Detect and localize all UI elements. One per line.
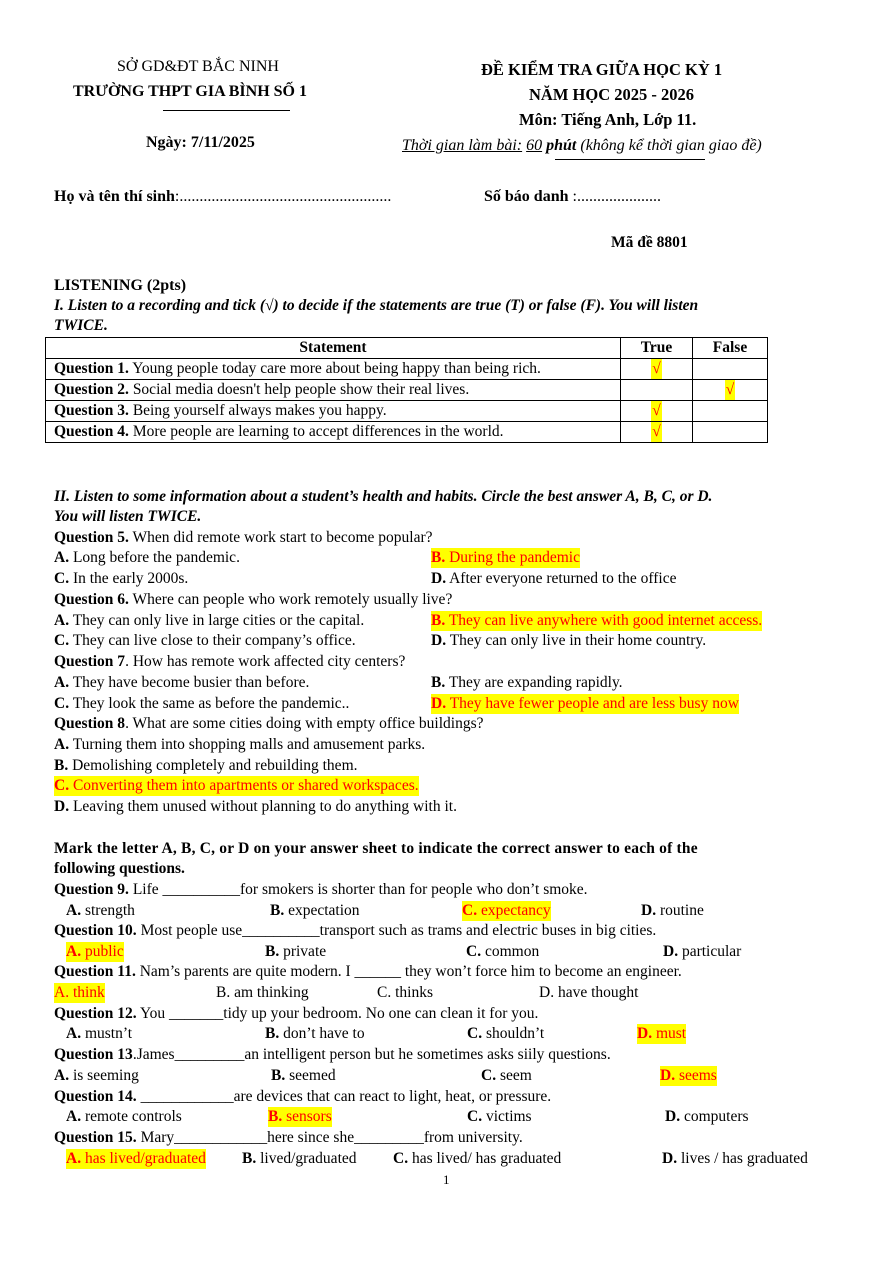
q6-option-d[interactable]: D. They can only live in their home country.	[431, 632, 707, 649]
candidate-id-label: Số báo danh	[484, 188, 569, 205]
statement-cell: Question 2. Social media doesn't help people show their real lives.	[46, 380, 621, 401]
false-cell[interactable]	[693, 422, 768, 443]
col-true: True	[621, 338, 693, 359]
q14-option-b[interactable]: B. sensors	[268, 1108, 332, 1125]
part2-instruction: II. Listen to some information about a student’s health and habits. Circle the best answer A, B, C, or D.	[54, 488, 713, 505]
school-name: TRƯỜNG THPT GIA BÌNH SỐ 1	[73, 83, 307, 100]
question-7: Question 7. How has remote work affected city centers?	[54, 653, 406, 670]
q14-option-d[interactable]: D. computers	[665, 1108, 749, 1125]
q9-option-c[interactable]: C. expectancy	[462, 902, 551, 919]
exam-date: Ngày: 7/11/2025	[146, 134, 255, 151]
duration-note: (không kể thời gian giao đề)	[580, 137, 762, 154]
part1-instruction: I. Listen to a recording and tick (√) to decide if the statements are true (T) or false (F). You will listen	[54, 297, 699, 314]
q11-option-b[interactable]: B. am thinking	[216, 984, 309, 1001]
q6-option-c[interactable]: C. They can live close to their company’s office.	[54, 632, 356, 649]
listening-title: LISTENING (2pts)	[54, 277, 187, 294]
table-row	[46, 401, 768, 422]
true-cell[interactable]	[621, 422, 693, 443]
q7-option-b[interactable]: B. They are expanding rapidly.	[431, 674, 623, 691]
q7-option-d[interactable]: D. They have fewer people and are less busy now	[431, 695, 739, 712]
q15-option-d[interactable]: D. lives / has graduated	[662, 1150, 808, 1167]
false-cell[interactable]	[693, 401, 768, 422]
q12-option-c[interactable]: C. shouldn’t	[467, 1025, 545, 1042]
q6-option-b[interactable]: B. They can live anywhere with good internet access.	[431, 612, 763, 629]
q7-option-c[interactable]: C. They look the same as before the pandemic..	[54, 695, 350, 712]
q14-option-c[interactable]: C. victims	[467, 1108, 532, 1125]
candidate-id-field[interactable]: :.....................	[568, 188, 661, 205]
candidate-line	[54, 187, 391, 207]
q8-option-b[interactable]: B. Demolishing completely and rebuilding them.	[54, 757, 358, 774]
check-icon: √	[725, 381, 735, 398]
mc-instruction-cont: following questions.	[54, 860, 185, 877]
q13-option-a[interactable]: A. is seeming	[54, 1067, 139, 1084]
col-false: False	[693, 338, 768, 359]
true-cell[interactable]	[621, 401, 693, 422]
true-cell[interactable]	[621, 380, 693, 401]
q13-option-c[interactable]: C. seem	[481, 1067, 532, 1084]
school-underline	[163, 110, 290, 111]
table-row	[46, 359, 768, 380]
duration-underline	[555, 159, 705, 160]
question-9: Question 9. Life __________for smokers is shorter than for people who don’t smoke.	[54, 881, 588, 898]
mc-instruction: Mark the letter A, B, C, or D on your answer sheet to indicate the correct answer to each of the	[54, 840, 698, 857]
question-8: Question 8. What are some cities doing with empty office buildings?	[54, 715, 484, 732]
q12-option-a[interactable]: A. mustn’t	[66, 1025, 133, 1042]
candidate-name-label: Họ và tên thí sinh	[54, 188, 175, 205]
q9-option-d[interactable]: D. routine	[641, 902, 704, 919]
exam-duration	[402, 136, 762, 156]
q8-option-d[interactable]: D. Leaving them unused without planning to do anything with it.	[54, 798, 457, 815]
statement-cell: Question 4. More people are learning to accept differences in the world.	[46, 422, 621, 443]
q11-option-a[interactable]: A. think	[54, 984, 105, 1001]
duration-label: Thời gian làm bài:	[402, 137, 523, 154]
q5-option-b[interactable]: B. During the pandemic	[431, 549, 580, 566]
question-11: Question 11. Nam’s parents are quite modern. I ______ they won’t force him to become an engineer.	[54, 963, 682, 980]
q14-option-a[interactable]: A. remote controls	[66, 1108, 182, 1125]
true-false-table	[45, 337, 768, 443]
exam-code: Mã đề 8801	[611, 234, 688, 251]
table-row	[46, 380, 768, 401]
check-icon: √	[652, 423, 661, 440]
col-statement: Statement	[46, 338, 621, 359]
question-13: Question 13.James_________an intelligent person but he sometimes asks siily questions.	[54, 1046, 611, 1063]
duration-unit: phút	[546, 137, 577, 154]
check-icon: √	[652, 402, 661, 419]
question-15: Question 15. Mary____________here since she_________from university.	[54, 1129, 523, 1146]
candidate-id-line	[484, 187, 661, 207]
q9-option-a[interactable]: A. strength	[66, 902, 135, 919]
q15-option-b[interactable]: B. lived/graduated	[242, 1150, 357, 1167]
q10-option-b[interactable]: B. private	[265, 943, 327, 960]
subject: Môn: Tiếng Anh, Lớp 11.	[519, 110, 697, 129]
false-cell[interactable]	[693, 359, 768, 380]
candidate-name-field[interactable]: :.....................................................	[174, 188, 392, 205]
q5-option-d[interactable]: D. After everyone returned to the office	[431, 570, 677, 587]
q8-option-a[interactable]: A. Turning them into shopping malls and amusement parks.	[54, 736, 426, 753]
true-cell[interactable]	[621, 359, 693, 380]
q7-option-a[interactable]: A. They have become busier than before.	[54, 674, 310, 691]
q10-option-a[interactable]: A. public	[66, 943, 124, 960]
part1-instruction-cont: TWICE.	[54, 317, 108, 334]
q15-option-a[interactable]: A. has lived/graduated	[66, 1150, 206, 1167]
q9-option-b[interactable]: B. expectation	[270, 902, 360, 919]
dept-name: SỞ GD&ĐT BẮC NINH	[117, 58, 279, 75]
statement-cell: Question 1. Young people today care more about being happy than being rich.	[46, 359, 621, 380]
question-14: Question 14. ____________are devices that can react to light, heat, or pressure.	[54, 1088, 552, 1105]
question-10: Question 10. Most people use__________transport such as trams and electric buses in big cities.	[54, 922, 657, 939]
question-12: Question 12. You _______tidy up your bedroom. No one can clean it for you.	[54, 1005, 539, 1022]
q6-option-a[interactable]: A. They can only live in large cities or the capital.	[54, 612, 365, 629]
part2-instruction-cont: You will listen TWICE.	[54, 508, 202, 525]
q12-option-d[interactable]: D. must	[637, 1025, 687, 1042]
q5-option-a[interactable]: A. Long before the pandemic.	[54, 549, 240, 566]
duration-value: 60	[526, 137, 543, 154]
page-number: 1	[443, 1172, 450, 1187]
check-icon: √	[652, 360, 661, 377]
q15-option-c[interactable]: C. has lived/ has graduated	[393, 1150, 562, 1167]
question-5: Question 5. When did remote work start to become popular?	[54, 529, 433, 546]
false-cell[interactable]	[693, 380, 768, 401]
q12-option-b[interactable]: B. don’t have to	[265, 1025, 365, 1042]
statement-cell: Question 3. Being yourself always makes you happy.	[46, 401, 621, 422]
q11-option-d[interactable]: D. have thought	[539, 984, 639, 1001]
q13-option-b[interactable]: B. seemed	[271, 1067, 336, 1084]
q11-option-c[interactable]: C. thinks	[377, 984, 433, 1001]
q8-option-c[interactable]: C. Converting them into apartments or shared workspaces.	[54, 777, 419, 794]
table-row	[46, 422, 768, 443]
q10-option-c[interactable]: C. common	[466, 943, 540, 960]
exam-title: ĐỀ KIỂM TRA GIỮA HỌC KỲ 1	[481, 60, 723, 79]
q10-option-d[interactable]: D. particular	[663, 943, 742, 960]
q13-option-d[interactable]: D. seems	[660, 1067, 717, 1084]
question-6: Question 6. Where can people who work remotely usually live?	[54, 591, 453, 608]
school-year: NĂM HỌC 2025 - 2026	[529, 85, 694, 104]
q5-option-c[interactable]: C. In the early 2000s.	[54, 570, 189, 587]
